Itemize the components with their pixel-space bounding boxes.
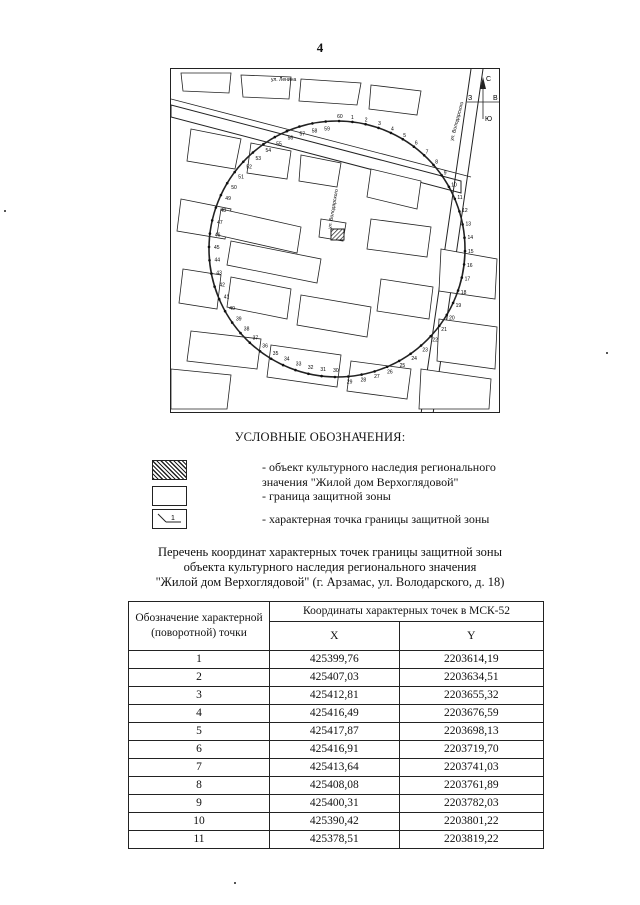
boundary-point-marker [239, 332, 242, 335]
boundary-point-label: 2 [364, 117, 368, 124]
boundary-point-label: 25 [399, 363, 406, 370]
coord-x: 425407,03 [270, 669, 400, 687]
boundary-point-marker [218, 298, 221, 301]
coord-y: 2203819,22 [399, 831, 543, 849]
boundary-point-marker [464, 250, 467, 253]
boundary-point-label: 39 [236, 316, 242, 323]
header-y: Y [399, 622, 543, 651]
boundary-point-label: 35 [272, 350, 279, 357]
boundary-point-label: 42 [219, 282, 225, 289]
boundary-point-label: 13 [465, 221, 472, 228]
legend-point-digit: 1 [171, 515, 175, 522]
table-row [129, 831, 544, 849]
boundary-point-marker [461, 276, 464, 279]
coord-x: 425417,87 [270, 723, 400, 741]
boundary-point-label: 50 [231, 184, 237, 191]
boundary-point-label: 15 [468, 249, 474, 256]
coord-x: 425412,81 [270, 687, 400, 705]
boundary-point-label: 52 [246, 164, 252, 171]
boundary-point-marker [324, 120, 327, 123]
scan-speck [4, 210, 6, 212]
coord-y: 2203719,70 [399, 741, 543, 759]
boundary-point-marker [252, 151, 255, 154]
boundary-point-label: 9 [443, 170, 447, 177]
boundary-point-marker [262, 143, 265, 146]
boundary-point-marker [209, 232, 212, 235]
boundary-point-label: 48 [220, 207, 227, 214]
coord-y: 2203801,22 [399, 813, 543, 831]
boundary-point-label: 30 [333, 368, 339, 374]
boundary-point-marker [347, 375, 350, 378]
point-number: 9 [129, 795, 270, 813]
boundary-point-marker [373, 370, 376, 373]
boundary-point-marker [270, 358, 273, 361]
boundary-point-marker [386, 366, 389, 369]
street-label-volodarskogo-1: ул. Володарского [449, 101, 466, 142]
coord-x: 425390,42 [270, 813, 400, 831]
boundary-point-label: 26 [387, 369, 393, 376]
boundary-point-label: 31 [320, 367, 326, 374]
boundary-point-label: 45 [214, 245, 220, 252]
boundary-point-label: 57 [299, 131, 306, 138]
boundary-point-label: 3 [378, 121, 381, 128]
point-number: 4 [129, 705, 270, 723]
boundary-point-label: 37 [252, 335, 259, 342]
boundary-point-label: 54 [265, 148, 272, 154]
boundary-point-label: 20 [449, 315, 455, 322]
boundary-point-label: 36 [262, 343, 268, 350]
boundary-point-label: 38 [243, 326, 250, 333]
boundary-point-marker [259, 350, 262, 353]
boundary-point-label: 32 [307, 364, 314, 371]
point-number: 1 [129, 651, 270, 669]
table-row [129, 705, 544, 723]
boundary-point-marker [360, 373, 363, 376]
boundary-point-label: 1 [351, 115, 354, 121]
point-number: 10 [129, 813, 270, 831]
scan-speck [234, 882, 236, 884]
boundary-point-marker [249, 341, 252, 344]
page-number: 4 [316, 40, 324, 55]
table-row [129, 741, 544, 759]
boundary-point-marker [441, 174, 444, 177]
boundary-point-label: 7 [425, 149, 429, 156]
boundary-line-icon [152, 486, 187, 506]
boundary-point-label: 56 [287, 135, 294, 142]
coord-y: 2203741,03 [399, 759, 543, 777]
boundary-point-label: 60 [337, 114, 343, 120]
boundary-point-marker [334, 376, 337, 379]
boundary-point-icon [152, 509, 187, 529]
boundary-point-label: 43 [216, 270, 222, 277]
boundary-point-label: 51 [238, 174, 244, 181]
list-title-line1: Перечень координат характерных точек границы защитной зоны [157, 545, 503, 559]
header-point-label: Обозначение характерной (поворотной) точки [129, 602, 270, 651]
point-number: 3 [129, 687, 270, 705]
boundary-point-marker [226, 182, 229, 185]
point-number: 8 [129, 777, 270, 795]
coord-x: 425378,51 [270, 831, 400, 849]
boundary-point-marker [461, 223, 464, 226]
boundary-point-marker [224, 310, 227, 313]
table-row [129, 669, 544, 687]
table-row [129, 651, 544, 669]
boundary-point-marker [298, 125, 301, 128]
heritage-object [331, 229, 344, 240]
boundary-point-label: 59 [324, 126, 330, 133]
coord-y: 2203614,19 [399, 651, 543, 669]
boundary-point-marker [294, 369, 297, 372]
coord-x: 425399,76 [270, 651, 400, 669]
boundary-point-marker [210, 272, 213, 275]
coord-x: 425416,91 [270, 741, 400, 759]
boundary-point-marker [454, 198, 457, 201]
header-x: X [270, 622, 400, 651]
boundary-point-label: 14 [467, 235, 474, 242]
compass-south: Ю [485, 116, 493, 123]
coord-y: 2203761,89 [399, 777, 543, 795]
boundary-point-label: 55 [276, 141, 282, 148]
boundary-point-label: 16 [467, 263, 473, 269]
boundary-point-label: 5 [403, 132, 407, 139]
coord-y: 2203634,51 [399, 669, 543, 687]
table-row [129, 687, 544, 705]
boundary-point-marker [233, 171, 236, 174]
boundary-point-label: 8 [435, 159, 439, 166]
boundary-point-label: 11 [457, 194, 463, 201]
boundary-point-label: 27 [374, 374, 380, 381]
boundary-point-marker [463, 236, 466, 239]
point-number: 6 [129, 741, 270, 759]
boundary-point-label: 44 [214, 257, 221, 264]
boundary-point-marker [398, 360, 401, 363]
coord-x: 425400,31 [270, 795, 400, 813]
scan-speck [606, 352, 608, 354]
coord-x: 425413,64 [270, 759, 400, 777]
boundary-point-label: 33 [295, 361, 302, 368]
boundary-point-label: 24 [411, 355, 417, 362]
point-number: 2 [129, 669, 270, 687]
boundary-point-marker [307, 373, 310, 376]
boundary-point-label: 21 [441, 326, 447, 333]
boundary-point-marker [457, 289, 460, 292]
boundary-point-marker [274, 136, 277, 139]
boundary-point-label: 53 [255, 155, 262, 162]
coordinates-list-title [130, 545, 530, 590]
boundary-point-marker [446, 314, 449, 317]
boundary-point-label: 22 [432, 337, 438, 344]
boundary-point-label: 41 [223, 294, 230, 301]
coord-x: 425416,49 [270, 705, 400, 723]
list-title-line2: объекта культурного наследия регионального значения [183, 560, 477, 574]
boundary-point-label: 34 [284, 356, 290, 363]
header-coordinates: Координаты характерных точек в МСК-52 [270, 602, 544, 622]
coord-y: 2203655,32 [399, 687, 543, 705]
compass-north: С [486, 76, 492, 83]
coordinates-table [128, 601, 544, 849]
compass-east: В [493, 95, 498, 102]
point-number: 11 [129, 831, 270, 849]
boundary-point-label: 19 [455, 303, 462, 309]
boundary-point-label: 28 [360, 377, 367, 384]
list-title-line3: "Жилой дом Верхоглядовой" (г. Арзамас, ул. Володарского, д. 18) [155, 575, 505, 589]
point-number: 5 [129, 723, 270, 741]
table-row [129, 795, 544, 813]
boundary-point-marker [438, 325, 441, 328]
boundary-point-marker [463, 263, 466, 266]
boundary-point-label: 29 [346, 379, 353, 386]
street-label-volodarskogo-2: ул. Володарского [327, 188, 340, 230]
table-row [129, 813, 544, 831]
street-label-lenina: ул. Ленина [271, 77, 297, 83]
legend-title: УСЛОВНЫЕ ОБОЗНАЧЕНИЯ: [234, 430, 406, 444]
boundary-point-marker [448, 186, 451, 189]
compass-rose [467, 76, 499, 123]
boundary-point-label: 23 [422, 347, 428, 354]
protection-zone-map [170, 68, 500, 413]
coord-x: 425408,08 [270, 777, 400, 795]
boundary-point-label: 58 [311, 128, 318, 135]
boundary-point-marker [208, 246, 211, 249]
legend-heritage-line2: значения "Жилой дом Верхоглядовой" [262, 475, 459, 489]
legend-heritage-line1: - объект культурного наследия регионального [262, 460, 496, 474]
boundary-point-marker [458, 210, 461, 213]
coord-y: 2203698,13 [399, 723, 543, 741]
boundary-point-label: 4 [391, 126, 394, 133]
boundary-point-marker [208, 259, 211, 262]
boundary-point-label: 49 [225, 196, 231, 202]
boundary-point-label: 10 [451, 182, 457, 189]
boundary-point-label: 12 [462, 207, 468, 214]
table-row [129, 759, 544, 777]
table-row [129, 723, 544, 741]
boundary-point-marker [452, 302, 455, 305]
coord-y: 2203782,03 [399, 795, 543, 813]
point-number: 7 [129, 759, 270, 777]
hatched-area-icon [152, 460, 187, 480]
boundary-point-label: 18 [460, 290, 467, 297]
legend-boundary-text: - граница защитной зоны [262, 489, 391, 503]
boundary-point-label: 6 [414, 140, 418, 147]
coord-y: 2203676,59 [399, 705, 543, 723]
compass-west: З [468, 95, 473, 102]
boundary-point-label: 46 [214, 232, 221, 239]
boundary-point-marker [215, 206, 218, 209]
boundary-point-marker [211, 219, 214, 222]
map-canvas [171, 69, 500, 413]
boundary-point-marker [242, 161, 245, 164]
legend-point-text: - характерная точка границы защитной зоны [262, 512, 490, 526]
boundary-point-label: 40 [229, 305, 235, 312]
boundary-point-marker [338, 120, 341, 123]
boundary-point-marker [286, 130, 289, 133]
boundary-point-marker [311, 122, 314, 125]
boundary-point-marker [409, 353, 412, 356]
boundary-point-marker [220, 194, 223, 197]
boundary-point-marker [282, 364, 285, 367]
boundary-point-marker [320, 375, 323, 378]
boundary-point-marker [213, 285, 216, 288]
boundary-point-label: 17 [464, 276, 471, 283]
table-row [129, 777, 544, 795]
boundary-point-marker [231, 321, 234, 324]
boundary-point-label: 47 [217, 219, 223, 226]
